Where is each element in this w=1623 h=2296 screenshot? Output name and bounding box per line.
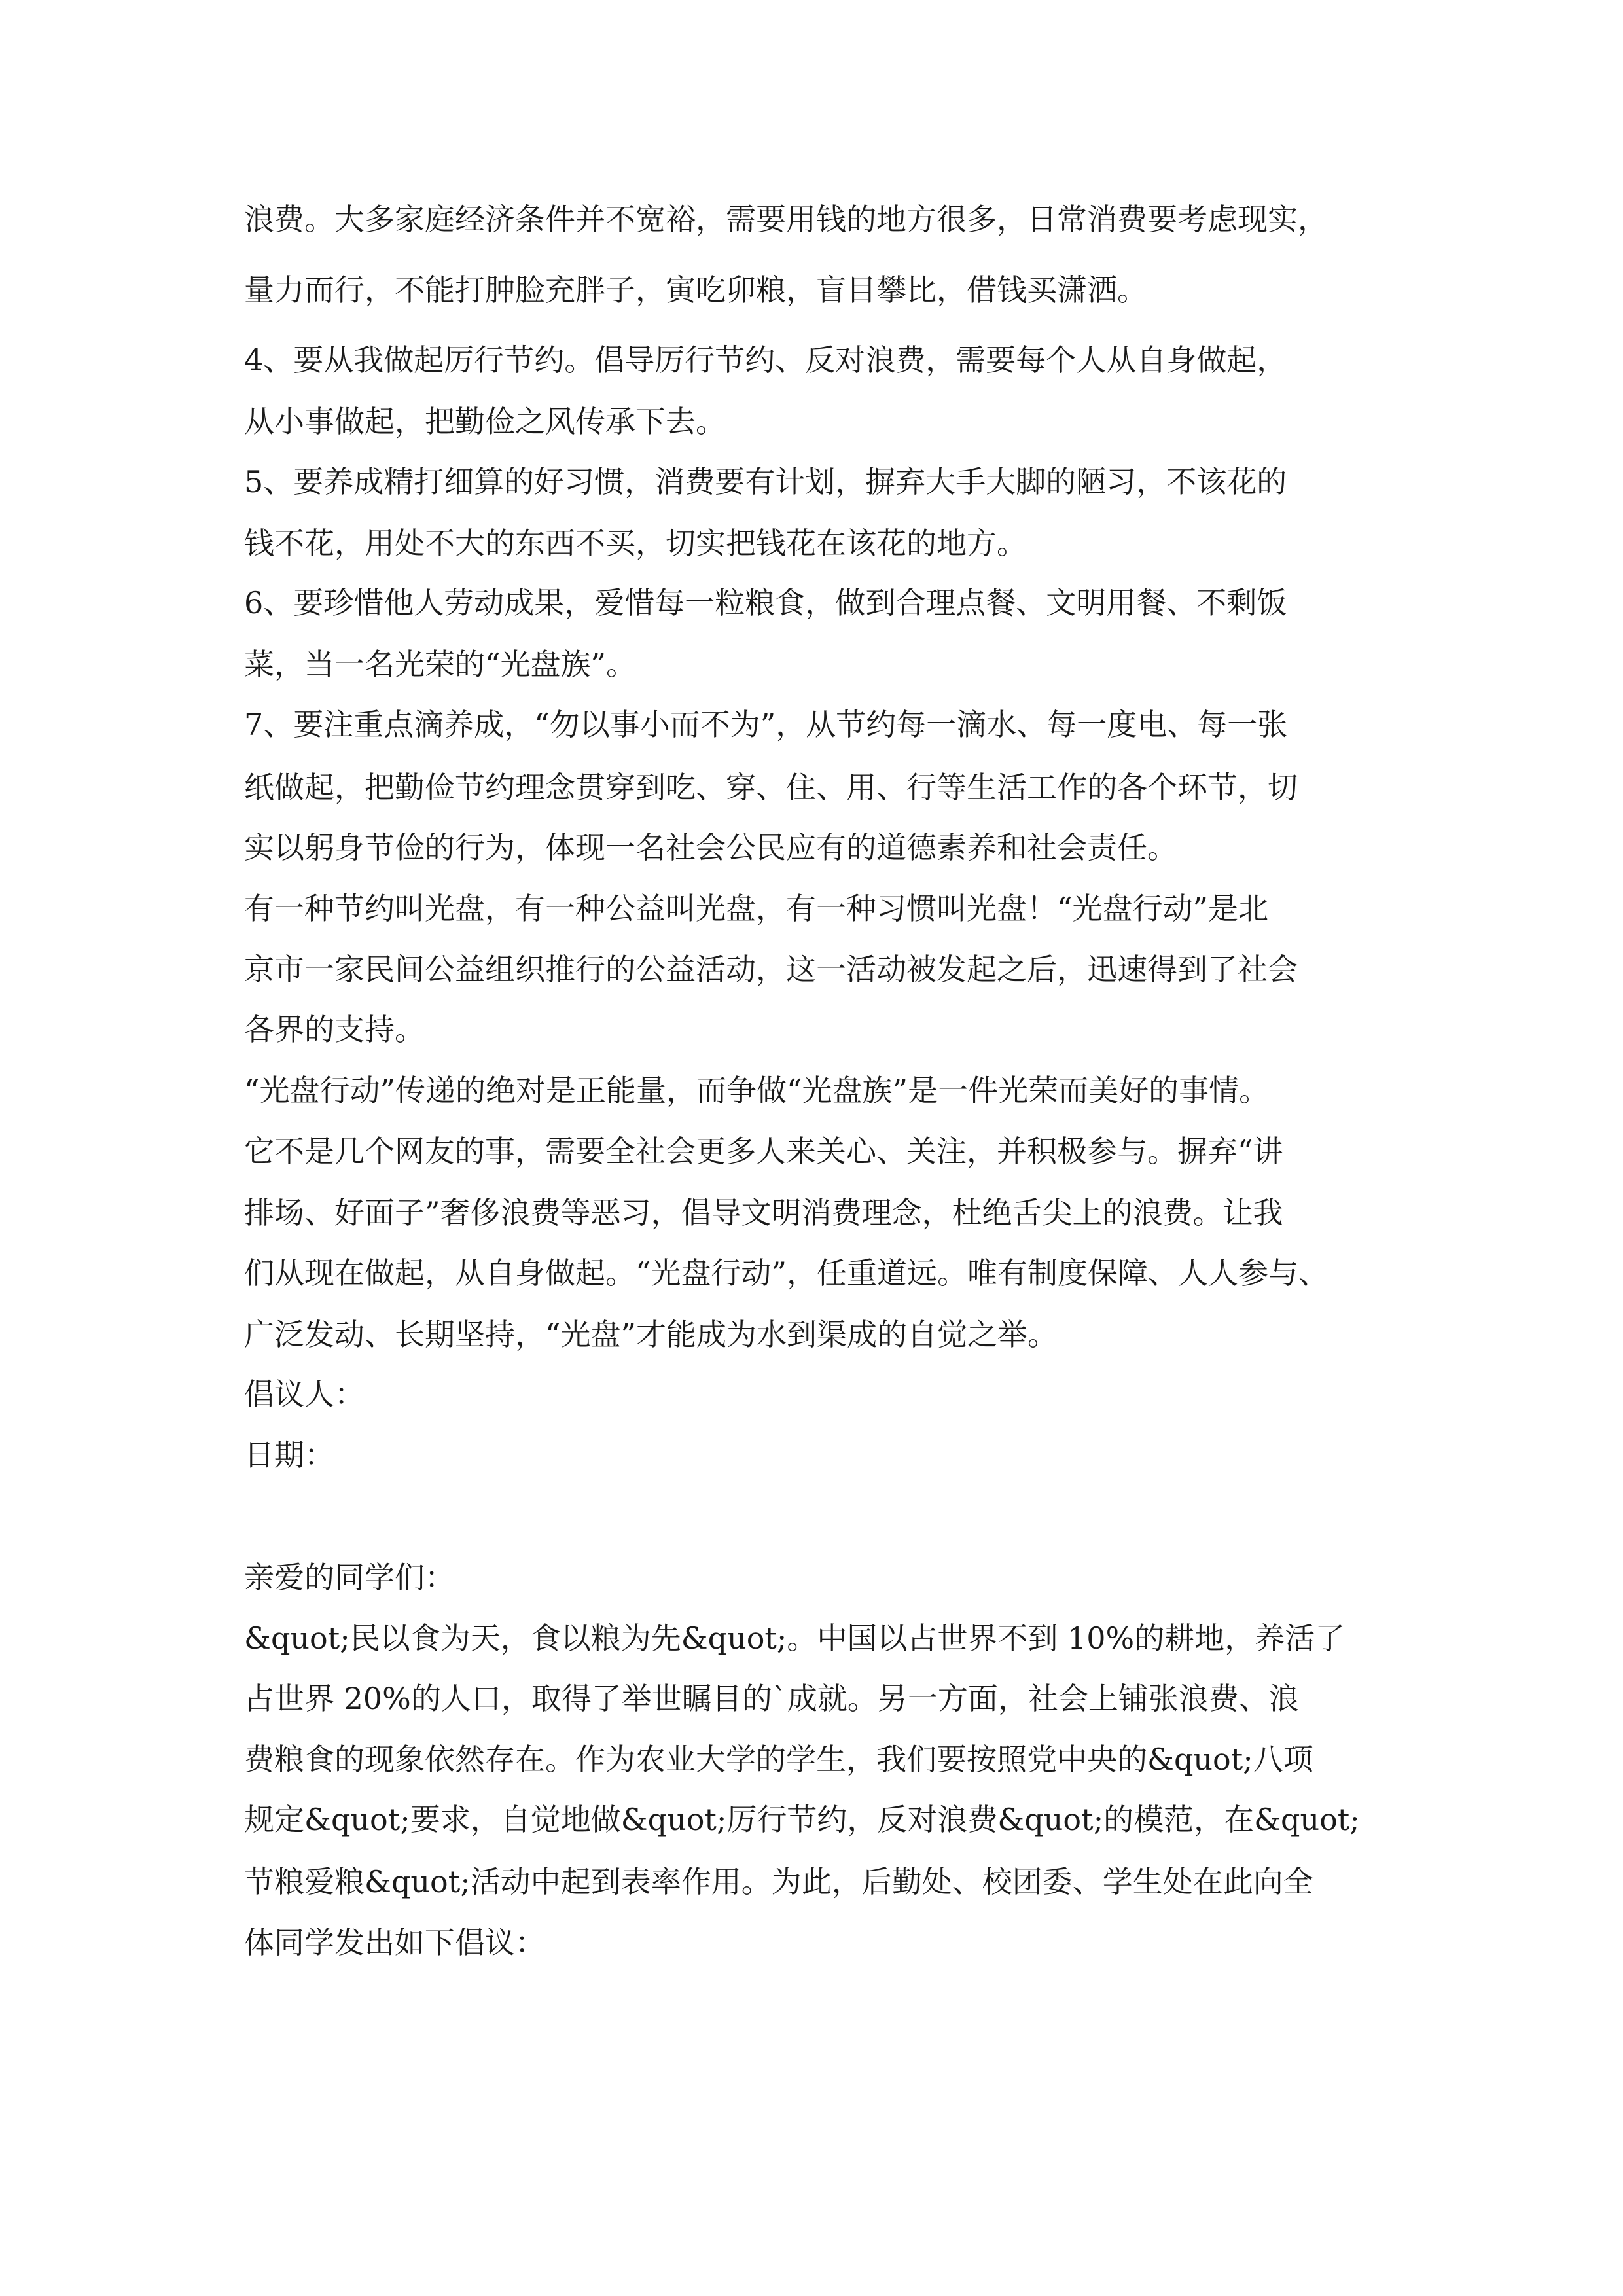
text-line: 从小事做起，把勤俭之风传承下去。 xyxy=(244,404,726,439)
text-line: 6、要珍惜他人劳动成果，爱惜每一粒粮食，做到合理点餐、文明用餐、不剩饭 xyxy=(244,585,1287,620)
text-line: 广泛发动、长期坚持，“光盘”才能成为水到渠成的自觉之举。 xyxy=(244,1317,1058,1352)
text-line: 费粮食的现象依然存在。作为农业大学的学生，我们要按照党中央的&quot;八项 xyxy=(244,1742,1313,1777)
text-line: 4、要从我做起厉行节约。倡导厉行节约、反对浪费，需要每个人从自身做起， xyxy=(244,342,1287,378)
text-line: “光盘行动”传递的绝对是正能量，而争做“光盘族”是一件光荣而美好的事情。 xyxy=(244,1073,1270,1108)
text-line: 5、要养成精打细算的好习惯，消费要有计划，摒弃大手大脚的陋习，不该花的 xyxy=(244,464,1287,499)
text-line: 有一种节约叫光盘，有一种公益叫光盘，有一种习惯叫光盘！“光盘行动”是北 xyxy=(244,891,1269,926)
text-line: 实以躬身节俭的行为，体现一名社会公民应有的道德素养和社会责任。 xyxy=(244,830,1177,865)
text-line: 浪费。大多家庭经济条件并不宽裕，需要用钱的地方很多，日常消费要考虑现实， xyxy=(244,202,1328,237)
text-line: 体同学发出如下倡议： xyxy=(244,1925,545,1960)
text-line: 7、要注重点滴养成，“勿以事小而不为”，从节约每一滴水、每一度电、每一张 xyxy=(244,707,1288,742)
text-line: 各界的支持。 xyxy=(244,1012,425,1047)
text-line: 亲爱的同学们： xyxy=(244,1560,455,1595)
text-line: 钱不花，用处不大的东西不买，切实把钱花在该花的地方。 xyxy=(244,526,1027,561)
text-line: 它不是几个网友的事，需要全社会更多人来关心、关注，并积极参与。摒弃“讲 xyxy=(244,1134,1283,1169)
text-line: &quot;民以食为天，食以粮为先&quot;。中国以占世界不到 10%的耕地，养活了 xyxy=(244,1621,1346,1656)
text-line: 规定&quot;要求，自觉地做&quot;厉行节约，反对浪费&quot;的模范，在&quot; xyxy=(244,1802,1360,1837)
text-line: 占世界 20%的人口，取得了举世瞩目的`成就。另一方面，社会上铺张浪费、浪 xyxy=(244,1681,1299,1716)
text-line: 日期： xyxy=(244,1437,334,1473)
text-line: 排场、好面子”奢侈浪费等恶习，倡导文明消费理念，杜绝舌尖上的浪费。让我 xyxy=(244,1195,1283,1230)
text-line: 量力而行，不能打肿脸充胖子，寅吃卯粮，盲目攀比，借钱买潇洒。 xyxy=(244,272,1147,308)
text-line: 菜，当一名光荣的“光盘族”。 xyxy=(244,647,637,682)
text-line: 纸做起，把勤俭节约理念贯穿到吃、穿、住、用、行等生活工作的各个环节，切 xyxy=(244,770,1298,805)
text-line: 们从现在做起，从自身做起。“光盘行动”，任重道远。唯有制度保障、人人参与、 xyxy=(244,1255,1329,1291)
text-line: 倡议人： xyxy=(244,1376,365,1412)
text-line: 京市一家民间公益组织推行的公益活动，这一活动被发起之后，迅速得到了社会 xyxy=(244,952,1298,987)
text-line: 节粮爱粮&quot;活动中起到表率作用。为此，后勤处、校团委、学生处在此向全 xyxy=(244,1864,1313,1899)
